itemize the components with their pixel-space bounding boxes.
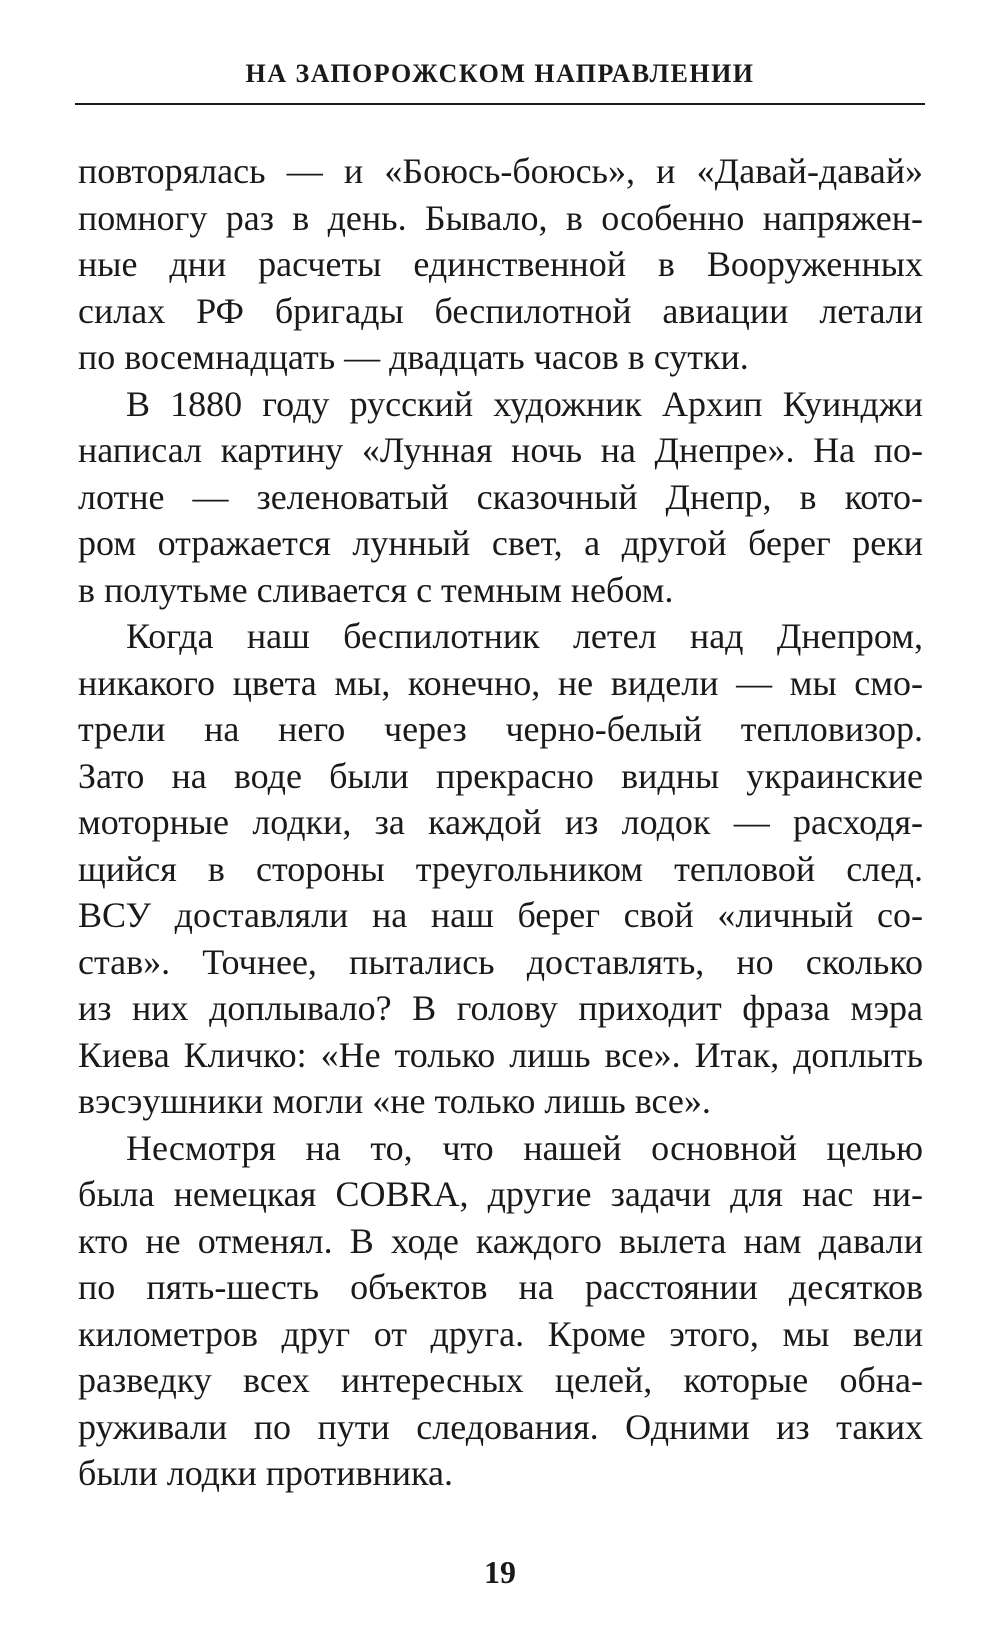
header-rule [75,103,925,105]
text-line: Когда наш беспилотник летел над Днепром, [126,616,923,656]
text-line: по пять-шесть объектов на расстоянии десятков [78,1267,923,1307]
text-line: Киева Кличко: «Не только лишь все». Итак, доплыть [78,1034,923,1075]
text-line: в полутьме сливается с темным небом. [78,569,674,610]
text-line: руживали по пути следования. Одними из таких [78,1406,923,1447]
text-line: написал картину «Лунная ночь на Днепре». На по- [78,430,923,470]
text-line: была немецкая COBRA, другие задачи для нас ни- [78,1174,923,1214]
text-line: лотне — зеленоватый сказочный Днепр, в кото- [78,476,923,517]
text-line: Несмотря на то, что нашей основной целью [126,1127,923,1168]
text-line: моторные лодки, за каждой из лодок — расходя- [78,802,923,842]
page-number: 19 [484,1554,516,1590]
text-line: вэсэушники могли «не только лишь все». [78,1081,711,1121]
text-line: были лодки противника. [78,1453,453,1493]
text-line: кто не отменял. В ходе каждого вылета нам давали [78,1220,923,1261]
text-line: ВСУ доставляли на наш берег свой «личный со- [78,895,923,935]
running-header: НА ЗАПОРОЖСКОМ НАПРАВЛЕНИИ [245,59,755,88]
text-line: трели на него через черно-белый тепловизор. [78,709,923,749]
text-line: силах РФ бригады беспилотной авиации летали [78,290,923,331]
text-line: километров друг от друга. Кроме этого, мы вели [78,1313,923,1354]
text-line: став». Точнее, пытались доставлять, но сколько [78,941,923,982]
text-line: щийся в стороны треугольником тепловой след. [78,848,923,889]
text-line: помногу раз в день. Бывало, в особенно напряжен- [78,197,923,238]
body-text [78,148,923,1497]
text-line: ром отражается лунный свет, а другой берег реки [78,523,923,563]
text-line: никакого цвета мы, конечно, не видели — мы смо- [78,662,923,703]
text-line: ные дни расчеты единственной в Вооруженных [78,244,923,284]
text-line: Зато на воде были прекрасно видны украинские [78,755,923,796]
text-line: из них доплывало? В голову приходит фраза мэра [78,988,923,1028]
text-line: по восемнадцать — двадцать часов в сутки. [78,337,749,377]
text-line: разведку всех интересных целей, которые обна- [78,1360,923,1400]
text-line: повторялась — и «Боюсь-боюсь», и «Давай-давай» [78,151,923,191]
text-line: В 1880 году русский художник Архип Куинджи [126,383,923,424]
